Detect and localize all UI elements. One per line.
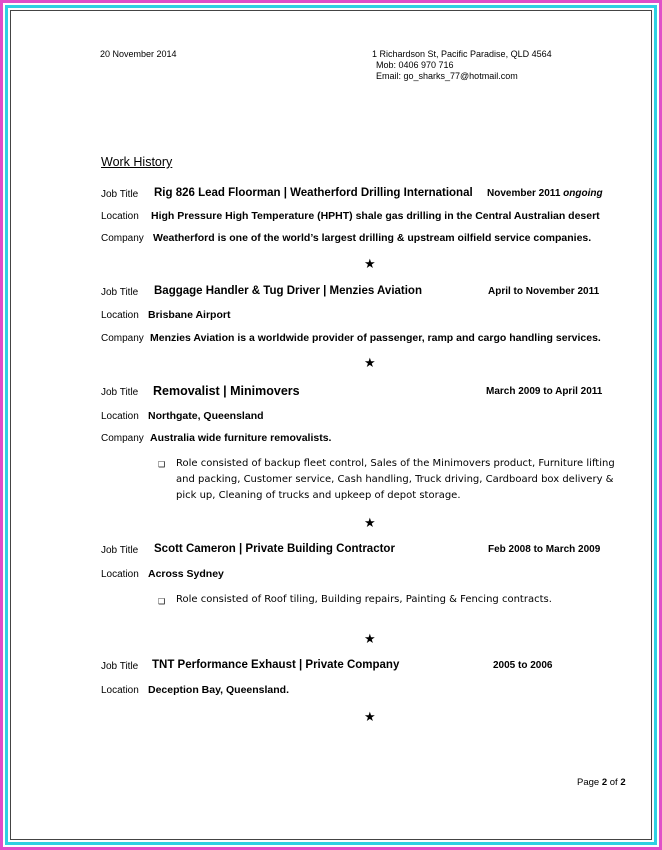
job-title-label: Job Title — [101, 287, 139, 298]
address: 1 Richardson St, Pacific Paradise, QLD 4564 — [372, 49, 552, 59]
job-dates — [487, 188, 603, 199]
job-title: Baggage Handler & Tug Driver | Menzies Aviation — [154, 285, 422, 297]
job-title: Scott Cameron | Private Building Contractor — [154, 543, 395, 555]
job-dates-note: ongoing — [563, 188, 603, 199]
separator-star: ★ — [364, 256, 376, 271]
job-title-label: Job Title — [101, 545, 139, 556]
company-label: Company — [101, 333, 144, 344]
job-location: Across Sydney — [148, 568, 224, 580]
location-label: Location — [101, 685, 139, 696]
bullet-icon: ❑ — [158, 597, 166, 606]
job-title-label: Job Title — [101, 387, 139, 398]
separator-star: ★ — [364, 355, 376, 370]
job-dates: 2005 to 2006 — [493, 660, 553, 671]
location-label: Location — [101, 310, 139, 321]
job-title-label: Job Title — [101, 189, 139, 200]
separator-star: ★ — [364, 631, 376, 646]
page-total: 2 — [620, 777, 626, 788]
role-description: Role consisted of backup fleet control, Sales of the Minimovers product, Furniture lifting and packing, Customer service, Cash handling, Truck driving, Cardboard box delivery & pick up, Cleaning of trucks and upkeep of depot storage. — [176, 458, 615, 501]
job-dates: March 2009 to April 2011 — [486, 386, 603, 397]
job-title: TNT Performance Exhaust | Private Company — [152, 659, 400, 671]
location-label: Location — [101, 411, 139, 422]
mobile-number: Mob: 0406 970 716 — [376, 60, 454, 70]
company-description: Weatherford is one of the world’s largest drilling & upstream oilfield service companies. — [153, 232, 592, 244]
job-dates-value: November 2011 — [487, 188, 561, 199]
page-prefix: Page — [577, 777, 600, 788]
location-label: Location — [101, 211, 139, 222]
job-dates: Feb 2008 to March 2009 — [488, 544, 601, 555]
job-title-label: Job Title — [101, 661, 139, 672]
page-border-line — [10, 10, 652, 840]
page-number — [577, 777, 626, 788]
section-title: Work History — [101, 155, 173, 169]
job-location: High Pressure High Temperature (HPHT) shale gas drilling in the Central Australian desert — [151, 210, 600, 222]
job-title: Removalist | Minimovers — [153, 384, 300, 398]
letter-date: 20 November 2014 — [100, 49, 177, 59]
email-address: Email: go_sharks_77@hotmail.com — [376, 71, 518, 81]
company-label: Company — [101, 233, 144, 244]
separator-star: ★ — [364, 709, 376, 724]
job-location: Brisbane Airport — [148, 309, 231, 321]
separator-star: ★ — [364, 515, 376, 530]
job-title: Rig 826 Lead Floorman | Weatherford Drilling International — [154, 187, 473, 199]
page-of: of — [609, 777, 618, 788]
company-description: Menzies Aviation is a worldwide provider of passenger, ramp and cargo handling services. — [150, 332, 601, 344]
company-label: Company — [101, 433, 144, 444]
job-location: Northgate, Queensland — [148, 410, 264, 422]
bullet-icon: ❑ — [158, 460, 166, 469]
page-current: 2 — [601, 777, 608, 788]
location-label: Location — [101, 569, 139, 580]
role-description: Role consisted of Roof tiling, Building repairs, Painting & Fencing contracts. — [176, 594, 552, 605]
job-location: Deception Bay, Queensland. — [148, 684, 290, 696]
job-dates: April to November 2011 — [488, 286, 600, 297]
company-description: Australia wide furniture removalists. — [150, 432, 332, 444]
